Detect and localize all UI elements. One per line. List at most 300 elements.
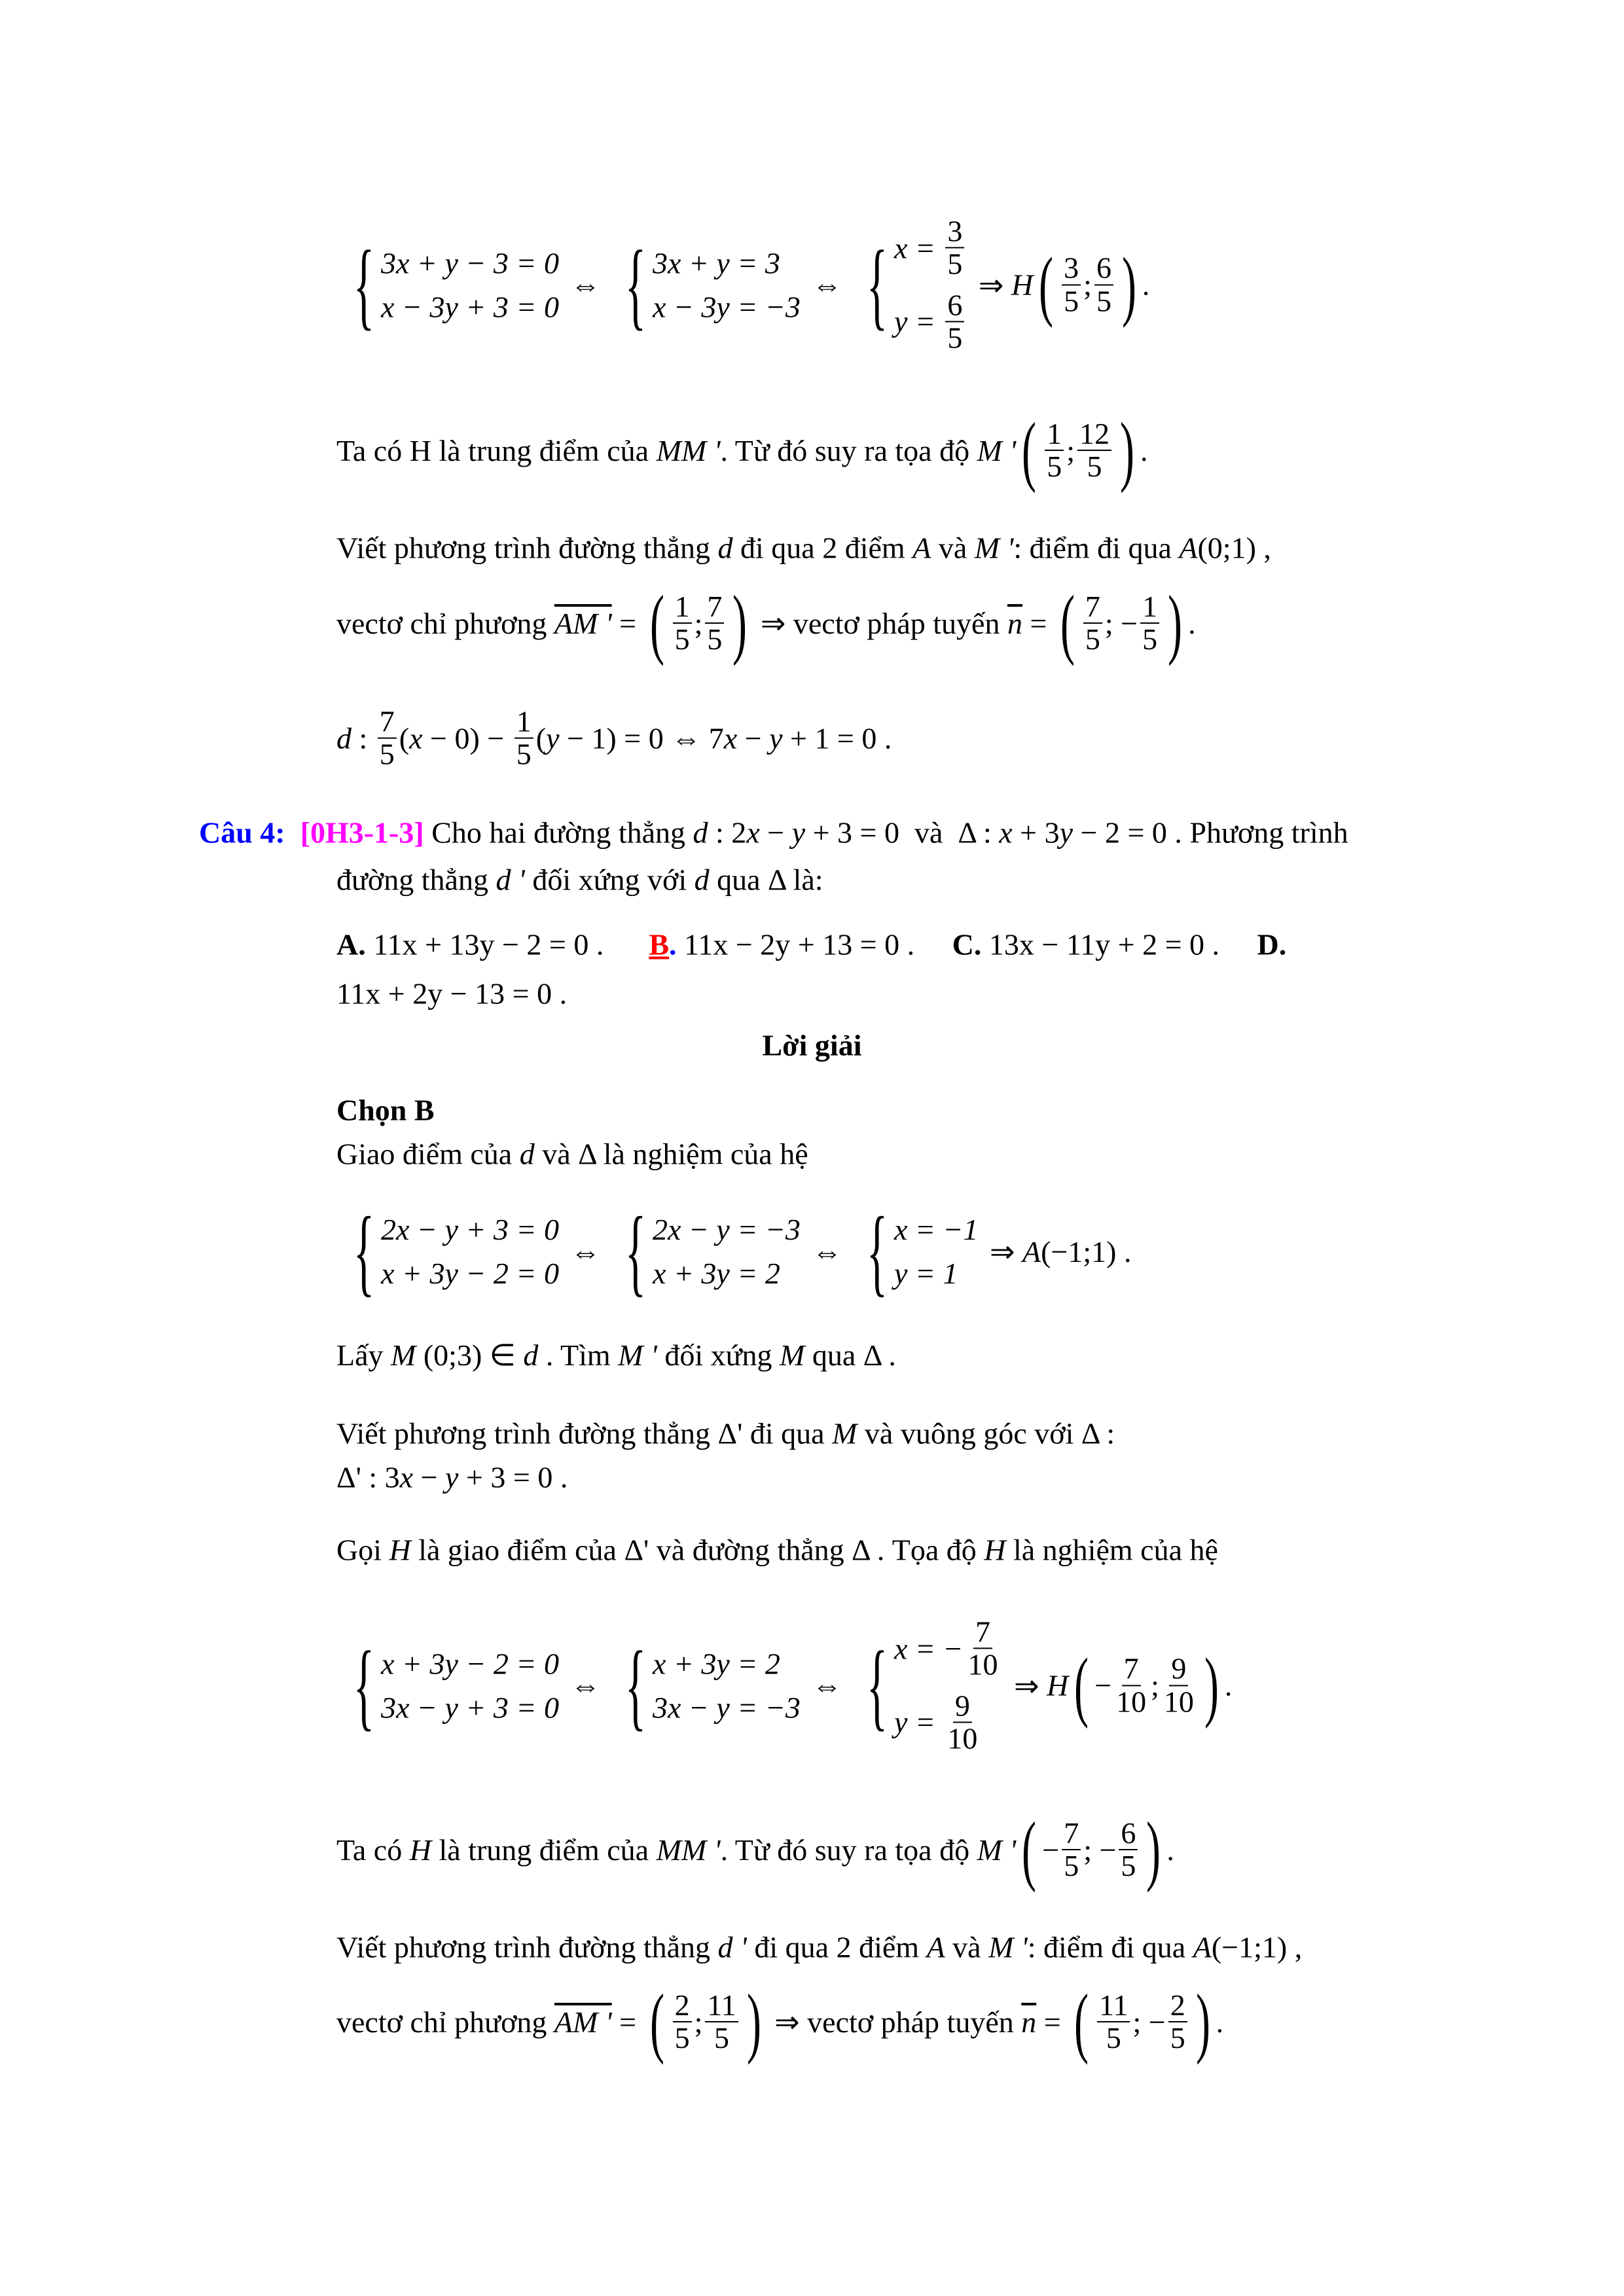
equation-system: [340, 1631, 559, 1740]
parenthesized: [1016, 406, 1140, 493]
text-run: đi qua 2 điểm: [746, 1930, 927, 1964]
math-expr: d: [519, 1137, 535, 1171]
vector-symbol: AM ': [554, 2005, 612, 2039]
vector-line-1: [336, 579, 1196, 666]
math-expr: 3x + y = 3: [652, 246, 780, 279]
math-expr: x: [399, 1460, 414, 1494]
numerator: 1: [1045, 418, 1064, 451]
bold-label: [0H3-1-3]: [300, 816, 424, 850]
numerator: 3: [945, 215, 964, 248]
equation-system: [612, 230, 801, 339]
fraction: [945, 1690, 979, 1755]
fraction: [1097, 1990, 1130, 2054]
denominator: 5: [1064, 1849, 1079, 1882]
math-expr: x + 3y − 2 = 0: [381, 1647, 559, 1680]
math-expr: x: [746, 816, 760, 850]
text-run: ⇒ vectơ pháp tuyến: [767, 2005, 1022, 2039]
math-expr: y: [1059, 816, 1074, 850]
right-paren: ): [1204, 1641, 1219, 1729]
right-paren: ): [1119, 406, 1134, 493]
parenthesized: [1033, 241, 1142, 328]
text-run: đường thẳng: [336, 863, 496, 897]
system-row: [653, 1256, 801, 1291]
math-expr: H: [984, 1533, 1006, 1567]
math-expr: M ': [977, 1833, 1017, 1867]
system-row: [894, 1690, 1003, 1755]
line-d-text: [336, 531, 1271, 565]
math-expr: 2x − y + 3 = 0: [381, 1213, 559, 1246]
text-run: − 1) = 0 ⇔ 7: [559, 721, 724, 755]
numerator: 2: [673, 1990, 692, 2022]
text-run: ; −: [1132, 2005, 1166, 2039]
math-expr: y: [546, 721, 560, 755]
numerator: 1: [673, 591, 692, 624]
math-expr: MM ': [656, 1833, 721, 1867]
text-run: Viết phương trình đường thẳng: [336, 531, 718, 565]
text-run: .: [1142, 268, 1150, 302]
parenthesized: [644, 579, 753, 666]
fraction: [1094, 253, 1113, 317]
system-row: [894, 1256, 979, 1291]
system-row: [653, 1212, 801, 1247]
equation-system: [612, 1631, 801, 1740]
math-expr: x − 3y = −3: [652, 290, 801, 323]
fraction: [1077, 418, 1111, 483]
text-run: : điểm đi qua: [1027, 1930, 1193, 1964]
text-run: Viết phương trình đường thẳng: [336, 1930, 718, 1964]
fraction: [965, 1616, 1000, 1681]
system-a: [336, 1197, 1132, 1306]
system-rows: [381, 245, 559, 324]
system-rows: [653, 1646, 801, 1725]
text-run: Giao điểm của: [336, 1137, 520, 1171]
left-paren: (: [1022, 1806, 1037, 1893]
text-run: .: [1166, 1833, 1174, 1867]
bold-label: B: [649, 927, 670, 961]
equation-d: [336, 706, 892, 771]
h-text: [336, 1533, 1218, 1568]
text-run: ; −: [1083, 1833, 1117, 1867]
math-expr: d: [523, 1338, 539, 1372]
text-run: Viết phương trình đường thẳng Δ' đi qua: [336, 1416, 833, 1450]
answer-options: [336, 927, 1286, 962]
denominator: 10: [1116, 1685, 1147, 1718]
text-run: ⇔: [804, 1234, 850, 1268]
text-run: ;: [694, 2005, 703, 2039]
left-paren: (: [1074, 1641, 1089, 1729]
left-paren: (: [1022, 406, 1037, 493]
text-run: là nghiệm của hệ: [1005, 1533, 1218, 1567]
denominator: 5: [1047, 450, 1062, 483]
choice: [336, 1093, 435, 1128]
fraction: [378, 706, 397, 771]
text-run: (−1;1) ,: [1211, 1930, 1303, 1964]
numerator: 1: [1140, 591, 1159, 624]
math-expr: x: [999, 816, 1013, 850]
parenthesized: [1055, 579, 1188, 666]
intersection-text: [336, 1137, 808, 1172]
text-run: đối xứng với: [524, 863, 695, 897]
text-run: − 0) −: [422, 721, 512, 755]
midpoint-line-1: [336, 406, 1148, 493]
denominator: 5: [379, 738, 395, 771]
right-paren: ): [1121, 241, 1136, 328]
denominator: 5: [1087, 450, 1102, 483]
fraction: [705, 1990, 738, 2054]
right-paren: ): [1168, 579, 1183, 666]
text-run: qua Δ là:: [709, 863, 823, 897]
text-run: .: [1216, 2005, 1224, 2039]
system-row: [381, 1212, 559, 1247]
text-run: vectơ chỉ phương: [336, 2005, 554, 2039]
system-row: [894, 1212, 979, 1247]
text-run: . Từ đó suy ra tọa độ: [720, 433, 977, 467]
fraction: [1062, 253, 1081, 317]
math-expr: A: [1179, 531, 1198, 565]
math-expr: x: [409, 721, 423, 755]
numerator: 9: [1169, 1653, 1188, 1686]
system-row: [381, 1646, 559, 1681]
numerator: 7: [1122, 1653, 1141, 1686]
text-run: + 3 = 0 và Δ :: [805, 816, 1000, 850]
solution-heading: [0, 1028, 1624, 1063]
text-run: :: [352, 721, 375, 755]
text-run: Gọi: [336, 1533, 389, 1567]
text-run: và: [931, 531, 975, 565]
text-run: là trung điểm của: [431, 1833, 657, 1867]
text-run: −: [737, 721, 770, 755]
text-run: =: [611, 606, 644, 640]
text-run: ;: [1151, 1668, 1159, 1702]
parenthesized: [1068, 1641, 1225, 1729]
right-paren: ): [1146, 1806, 1161, 1893]
text-run: 13x − 11y + 2 = 0 .: [981, 927, 1257, 961]
bold-label: Câu 4:: [199, 816, 300, 850]
denominator: 5: [1121, 1849, 1136, 1882]
math-expr: x + 3y = 2: [652, 1257, 780, 1290]
brace-icon: {: [353, 1197, 375, 1306]
text-run: =: [1022, 606, 1055, 640]
bold-label: D.: [1257, 927, 1287, 961]
numerator: 7: [1062, 1818, 1081, 1850]
left-paren: (: [649, 579, 664, 666]
text-run: và Δ là nghiệm của hệ: [534, 1137, 808, 1171]
math-expr: MM ': [656, 433, 721, 467]
bold-label: C.: [952, 927, 982, 961]
fraction: [673, 591, 692, 656]
text-run: ⇔: [562, 1668, 608, 1702]
numerator: 2: [1168, 1990, 1187, 2022]
denominator: 5: [1170, 2021, 1185, 2054]
math-expr: M ': [977, 433, 1017, 467]
equation-system: [854, 1616, 1003, 1754]
text-run: Ta có: [336, 1833, 410, 1867]
denominator: 5: [1106, 2021, 1121, 2054]
denominator: 5: [947, 321, 963, 355]
system-rows: [894, 215, 967, 353]
fraction: [1119, 1818, 1138, 1882]
math-expr: d: [336, 721, 352, 755]
text-run: Cho hai đường thẳng: [424, 816, 693, 850]
system-rows: [653, 1212, 801, 1291]
system-row: [381, 245, 559, 280]
right-paren: ): [746, 1978, 761, 2065]
system-h1: [336, 215, 1149, 353]
text-run: −: [759, 816, 792, 850]
text-run: ⇔: [804, 1668, 850, 1702]
text-run: ⇒: [971, 268, 1011, 302]
system-row: [381, 1256, 559, 1291]
fraction: [514, 706, 533, 771]
text-run: (: [535, 721, 547, 755]
math-expr: H: [1011, 268, 1034, 302]
text-run: ;: [1083, 268, 1092, 302]
system-row: [894, 215, 967, 280]
equation-system: [340, 1197, 559, 1306]
numerator: 6: [945, 289, 964, 322]
text-run: .: [1224, 1668, 1233, 1702]
text-run: ; −: [1104, 606, 1138, 640]
math-expr: x = −1: [893, 1213, 979, 1246]
denominator: 5: [674, 2021, 690, 2054]
math-expr: x = −: [893, 1632, 964, 1666]
text-run: =: [611, 2005, 644, 2039]
system-row: [653, 1690, 801, 1725]
denominator: 5: [1142, 622, 1158, 656]
system-h2: [336, 1616, 1232, 1754]
denominator: 10: [1163, 1685, 1194, 1718]
text-run: và: [945, 1930, 989, 1964]
line-d-prime-text: [336, 1930, 1302, 1965]
text-run: .: [1188, 606, 1196, 640]
numerator: 7: [1083, 591, 1102, 624]
numerator: 6: [1094, 253, 1113, 285]
numerator: 11: [705, 1990, 738, 2022]
text-run: 11x + 13y − 2 = 0 .: [365, 927, 649, 961]
equation-system: [854, 215, 967, 353]
text-run: ⇔: [562, 268, 608, 302]
denominator: 10: [947, 1721, 978, 1755]
vector-symbol: $\overline{n}$: [1007, 606, 1022, 640]
parenthesized: [1016, 1806, 1166, 1893]
text-run: ⇔: [562, 1234, 608, 1268]
math-expr: y =: [893, 304, 943, 338]
vector-line-2: [336, 1978, 1224, 2065]
left-paren: (: [1039, 241, 1054, 328]
system-rows: [381, 1646, 559, 1725]
math-expr: H: [409, 1833, 431, 1867]
bold-label: Chọn B: [336, 1093, 435, 1127]
system-row: [653, 245, 801, 280]
parenthesized: [644, 1978, 767, 2065]
numerator: 7: [705, 591, 724, 624]
text-run: ;: [1066, 433, 1075, 467]
denominator: 5: [714, 2021, 730, 2054]
brace-icon: {: [866, 1631, 888, 1740]
system-row: [381, 289, 559, 324]
brace-icon: {: [624, 230, 647, 339]
system-rows: [894, 1212, 979, 1291]
math-expr: H: [389, 1533, 411, 1567]
math-expr: x =: [893, 231, 943, 265]
math-expr: d: [693, 816, 708, 850]
denominator: 5: [1085, 622, 1100, 656]
math-expr: M ': [974, 531, 1014, 565]
math-expr: A: [1022, 1234, 1041, 1268]
text-run: ⇔: [804, 268, 850, 302]
text-run: =: [1036, 2005, 1069, 2039]
text-run: Lấy: [336, 1338, 391, 1372]
system-rows: [653, 245, 801, 324]
system-row: [653, 289, 801, 324]
fraction: [673, 1990, 692, 2054]
text-run: đi qua 2 điểm: [732, 531, 913, 565]
brace-icon: {: [624, 1197, 647, 1306]
system-row: [894, 289, 967, 354]
brace-icon: {: [624, 1631, 647, 1740]
bold-label: .: [669, 927, 677, 961]
math-expr: d: [717, 531, 733, 565]
fraction: [705, 591, 724, 656]
take-m: [336, 1337, 896, 1372]
math-expr: M ': [988, 1930, 1028, 1964]
math-expr: 2x − y = −3: [652, 1213, 801, 1246]
math-expr: d ': [496, 863, 525, 897]
math-expr: d ': [717, 1930, 747, 1964]
math-expr: A: [912, 531, 931, 565]
numerator: 9: [953, 1690, 972, 1723]
vector-symbol: AM ': [554, 606, 612, 640]
denominator: 5: [1096, 284, 1111, 317]
math-expr: 3x + y − 3 = 0: [381, 246, 559, 279]
text-run: −: [1042, 1833, 1060, 1867]
fraction: [1114, 1653, 1148, 1718]
denominator: 5: [947, 247, 963, 281]
brace-icon: {: [866, 230, 888, 339]
text-run: −: [1094, 1668, 1112, 1702]
equation-system: [340, 230, 559, 339]
numerator: 7: [973, 1616, 992, 1649]
text-run: (0;3) ∈: [416, 1338, 524, 1372]
text-run: (: [399, 721, 410, 755]
math-expr: y: [769, 721, 783, 755]
text-run: . Từ đó suy ra tọa độ: [720, 1833, 977, 1867]
math-expr: y: [791, 816, 806, 850]
text-run: là giao điểm của Δ' và đường thẳng Δ . Tọa độ: [410, 1533, 984, 1567]
text-run: và vuông góc với Δ :: [857, 1416, 1115, 1450]
fraction: [945, 215, 964, 280]
system-row: [894, 1616, 1003, 1681]
brace-icon: {: [353, 1631, 375, 1740]
text-run: + 3: [1012, 816, 1060, 850]
brace-icon: {: [353, 230, 375, 339]
fraction: [1162, 1653, 1196, 1718]
text-run: Ta có H là trung điểm của: [336, 433, 657, 467]
bold-label: A.: [336, 927, 366, 961]
math-expr: x: [723, 721, 738, 755]
parenthesized: [1068, 1978, 1216, 2065]
left-paren: (: [1074, 1978, 1089, 2065]
math-expr: 3x − y + 3 = 0: [381, 1691, 559, 1724]
math-expr: y: [445, 1460, 459, 1494]
equation-system: [854, 1197, 979, 1306]
math-expr: x − 3y + 3 = 0: [381, 290, 559, 323]
text-run: 11x − 2y + 13 = 0 .: [676, 927, 952, 961]
left-paren: (: [649, 1978, 664, 2065]
right-paren: ): [1195, 1978, 1210, 2065]
fraction: [1083, 591, 1102, 656]
numerator: 6: [1119, 1818, 1138, 1850]
math-expr: y = 1: [893, 1257, 958, 1290]
text-run: −: [413, 1460, 446, 1494]
text-run: .: [1140, 433, 1148, 467]
denominator: 5: [1064, 284, 1079, 317]
math-expr: M: [391, 1338, 416, 1372]
fraction: [1140, 591, 1159, 656]
math-expr: M: [780, 1338, 805, 1372]
text-run: đối xứng: [657, 1338, 780, 1372]
perp-line-eq: [336, 1460, 568, 1495]
equation-system: [612, 1197, 801, 1306]
fraction: [945, 289, 964, 354]
text-run: + 1 = 0 .: [782, 721, 892, 755]
math-expr: A: [926, 1930, 945, 1964]
question-4-cont: [336, 863, 823, 897]
denominator: 5: [516, 738, 532, 771]
brace-icon: {: [866, 1197, 888, 1306]
math-expr: y =: [893, 1705, 943, 1739]
fraction: [1168, 1990, 1187, 2054]
perp-line-text: [336, 1416, 1115, 1451]
system-row: [381, 1690, 559, 1725]
math-expr: A: [1193, 1930, 1212, 1964]
math-expr: H: [1046, 1668, 1069, 1702]
text-run: 11x + 2y − 13 = 0 .: [336, 977, 568, 1011]
system-row: [653, 1646, 801, 1681]
text-run: vectơ chỉ phương: [336, 606, 554, 640]
denominator: 5: [707, 622, 723, 656]
denominator: 10: [967, 1647, 998, 1681]
text-run: + 3 = 0 .: [458, 1460, 568, 1494]
text-run: ;: [694, 606, 703, 640]
right-paren: ): [732, 579, 748, 666]
fraction: [1045, 418, 1064, 483]
numerator: 3: [1062, 253, 1081, 285]
math-expr: x + 3y = 2: [652, 1647, 780, 1680]
question-4: [199, 816, 1348, 850]
denominator: 5: [674, 622, 690, 656]
text-run: qua Δ .: [804, 1338, 896, 1372]
text-run: Δ' : 3: [336, 1460, 400, 1494]
bold-label: Lời giải: [762, 1028, 862, 1062]
math-expr: M: [832, 1416, 857, 1450]
midpoint-line-2: [336, 1806, 1174, 1893]
numerator: 1: [514, 706, 533, 739]
math-expr: x + 3y − 2 = 0: [381, 1257, 559, 1290]
math-expr: M ': [618, 1338, 657, 1372]
vector-symbol: $\overline{n}$: [1021, 2005, 1037, 2039]
text-run: ⇒ vectơ pháp tuyến: [753, 607, 1007, 640]
numerator: 12: [1077, 418, 1111, 451]
numerator: 7: [378, 706, 397, 739]
answer-d-cont: [336, 977, 567, 1011]
text-run: (0;1) ,: [1197, 531, 1271, 565]
fraction: [1062, 1818, 1081, 1882]
text-run: ⇒: [1006, 1669, 1047, 1702]
text-run: . Tìm: [538, 1338, 619, 1372]
text-run: : 2: [708, 816, 747, 850]
math-expr: 3x − y = −3: [652, 1691, 801, 1724]
